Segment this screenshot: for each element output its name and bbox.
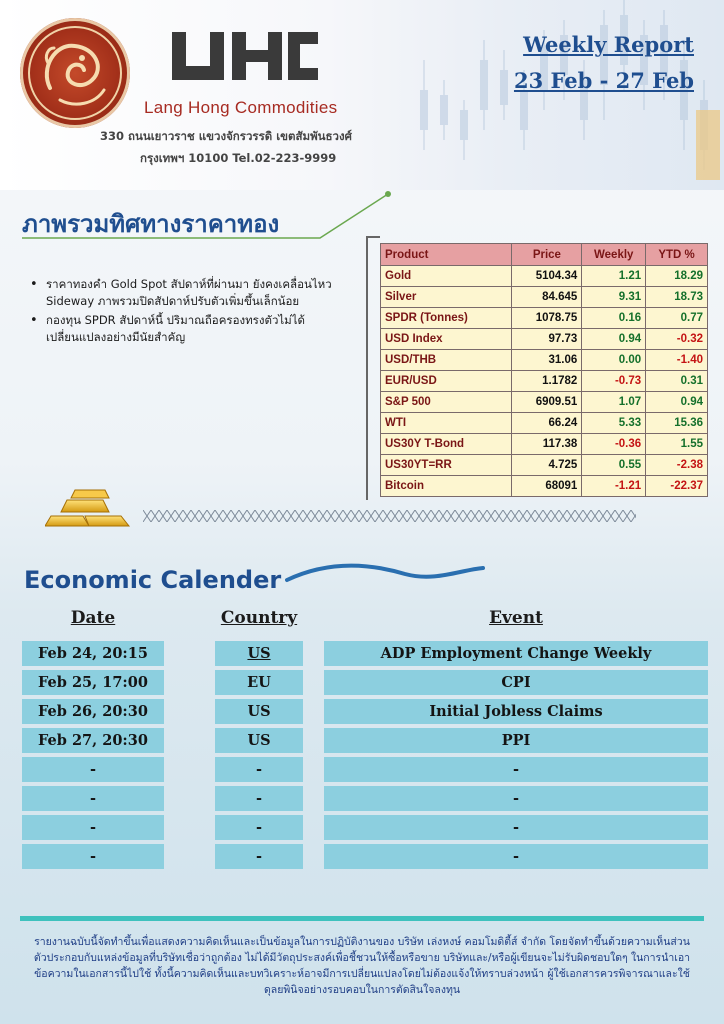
calendar-country-cell: US xyxy=(215,641,303,666)
price-cell: 66.24 xyxy=(512,413,582,434)
product-cell: EUR/USD xyxy=(381,371,512,392)
col-product: Product xyxy=(381,244,512,266)
weekly-cell: -0.73 xyxy=(582,371,646,392)
weekly-cell: 0.16 xyxy=(582,308,646,329)
report-header xyxy=(0,0,724,190)
ytd-cell: -0.32 xyxy=(646,329,708,350)
bullet-item: • ราคาทองคำ Gold Spot สัปดาห์ที่ผ่านมา ยังคงเคลื่อนไหว Sideway ภาพรวมปิดสัปดาห์ปรับตัวเพิ่มขึ้นเล็กน้อย xyxy=(28,276,348,310)
ytd-cell: -1.40 xyxy=(646,350,708,371)
calendar-country-cell: EU xyxy=(215,670,303,695)
calendar-country-cell: - xyxy=(215,844,303,869)
calendar-event-cell: ADP Employment Change Weekly xyxy=(324,641,708,666)
footer-divider xyxy=(20,916,704,921)
table-row xyxy=(381,392,708,413)
weekly-cell: 0.55 xyxy=(582,455,646,476)
table-row xyxy=(381,266,708,287)
product-cell: US30Y T-Bond xyxy=(381,434,512,455)
calendar-country-cell: US xyxy=(215,728,303,753)
price-cell: 6909.51 xyxy=(512,392,582,413)
table-row xyxy=(381,350,708,371)
table-row xyxy=(381,371,708,392)
calendar-country-cell: US xyxy=(215,699,303,724)
lhc-logo xyxy=(170,30,320,90)
calendar-event-cell: CPI xyxy=(324,670,708,695)
calendar-header-date: Date xyxy=(70,608,116,628)
price-cell: 84.645 xyxy=(512,287,582,308)
table-bracket-line xyxy=(366,236,368,500)
table-row xyxy=(381,308,708,329)
bullet-item: • กองทุน SPDR สัปดาห์นี้ ปริมาณถือครองทรงตัวไม่ได้เปลี่ยนแปลงอย่างมีนัยสำคัญ xyxy=(28,312,348,346)
disclaimer-text: รายงานฉบับนี้จัดทำขึ้นเพื่อแสดงความคิดเห็นและเป็นข้อมูลในการปฏิบัติงานของ บริษัท เล่งหงษ์ คอมโมดิตี้ส์ จำกัด โดยจัดทำขึ้นด้วยความเห็นส่วนตัวประกอบกับแหล่งข้อมูลที่บริษัทเชื่อว่าถูกต้อง ไม่ได้มีวัตถุประสงค์เพื่อชี้ชวนให้ซื้อหรือขาย บริษัทและ/หรือผู้เขียนจะไม่รับผิดชอบใดๆ ในการนำเอาข้อความในเอกสารนี้ไปใช้ ทั้งนี้ความคิดเห็นและบทวิเคราะห์อาจมีการเปลี่ยนแปลงโดยไม่ต้องแจ้งให้ทราบล่วงหน้า ผู้ใช้เอกสารควรพิจารณาและใช้ดุลยพินิจอย่างรอบคอบในการตัดสินใจลงทุน xyxy=(33,936,691,996)
price-cell: 68091 xyxy=(512,476,582,497)
calendar-date-cell: - xyxy=(22,844,164,869)
calendar-date-cell: Feb 24, 20:15 xyxy=(22,641,164,666)
calendar-date-cell: - xyxy=(22,815,164,840)
calendar-event-cell: - xyxy=(324,844,708,869)
weekly-cell: 0.00 xyxy=(582,350,646,371)
dragon-emblem-icon xyxy=(20,18,130,128)
calendar-date-cell: - xyxy=(22,786,164,811)
product-cell: Gold xyxy=(381,266,512,287)
table-row xyxy=(381,329,708,350)
wave-decoration xyxy=(285,560,485,590)
calendar-event-cell: Initial Jobless Claims xyxy=(324,699,708,724)
ytd-cell: 18.73 xyxy=(646,287,708,308)
zigzag-divider xyxy=(143,510,636,522)
table-row xyxy=(381,287,708,308)
table-row xyxy=(381,413,708,434)
calendar-event-cell: PPI xyxy=(324,728,708,753)
product-cell: USD/THB xyxy=(381,350,512,371)
gold-overview-title: ภาพรวมทิศทางราคาทอง xyxy=(22,210,280,238)
product-cell: WTI xyxy=(381,413,512,434)
ytd-cell: 15.36 xyxy=(646,413,708,434)
address-line-2: กรุงเทพฯ 10100 Tel.02-223-9999 xyxy=(140,151,337,165)
ytd-cell: 0.31 xyxy=(646,371,708,392)
weekly-cell: 1.21 xyxy=(582,266,646,287)
col-ytd: YTD % xyxy=(646,244,708,266)
market-table xyxy=(380,243,708,497)
calendar-country-cell: - xyxy=(215,757,303,782)
ytd-cell: 0.77 xyxy=(646,308,708,329)
stock-chart-decoration xyxy=(404,0,724,190)
calendar-country-cell: - xyxy=(215,815,303,840)
brand-name: Lang Hong Commodities xyxy=(144,98,338,117)
calendar-event-cell: - xyxy=(324,786,708,811)
col-price: Price xyxy=(512,244,582,266)
weekly-cell: 1.07 xyxy=(582,392,646,413)
product-cell: Bitcoin xyxy=(381,476,512,497)
table-bracket-line xyxy=(366,236,380,238)
ytd-cell: 0.94 xyxy=(646,392,708,413)
price-cell: 31.06 xyxy=(512,350,582,371)
weekly-cell: 9.31 xyxy=(582,287,646,308)
table-row xyxy=(381,476,708,497)
gold-overview-bullets xyxy=(28,276,348,348)
ytd-cell: -2.38 xyxy=(646,455,708,476)
weekly-cell: 0.94 xyxy=(582,329,646,350)
report-dates: 23 Feb - 27 Feb xyxy=(513,68,694,93)
product-cell: Silver xyxy=(381,287,512,308)
weekly-cell: -1.21 xyxy=(582,476,646,497)
price-cell: 1.1782 xyxy=(512,371,582,392)
calendar-date-cell: Feb 27, 20:30 xyxy=(22,728,164,753)
price-cell: 97.73 xyxy=(512,329,582,350)
ytd-cell: -22.37 xyxy=(646,476,708,497)
product-cell: USD Index xyxy=(381,329,512,350)
table-row xyxy=(381,455,708,476)
price-cell: 5104.34 xyxy=(512,266,582,287)
price-cell: 4.725 xyxy=(512,455,582,476)
report-title: Weekly Report xyxy=(523,32,694,57)
product-cell: US30YT=RR xyxy=(381,455,512,476)
price-cell: 1078.75 xyxy=(512,308,582,329)
weekly-cell: -0.36 xyxy=(582,434,646,455)
calendar-country-cell: - xyxy=(215,786,303,811)
table-header-row xyxy=(381,244,708,266)
calendar-header-country: Country xyxy=(220,608,298,628)
product-cell: S&P 500 xyxy=(381,392,512,413)
col-weekly: Weekly xyxy=(582,244,646,266)
calendar-date-cell: - xyxy=(22,757,164,782)
calendar-event-cell: - xyxy=(324,815,708,840)
address-line-1: 330 ถนนเยาวราช แขวงจักรวรรดิ เขตสัมพันธวงศ์ xyxy=(100,129,352,143)
weekly-cell: 5.33 xyxy=(582,413,646,434)
price-cell: 117.38 xyxy=(512,434,582,455)
ytd-cell: 1.55 xyxy=(646,434,708,455)
market-table-body xyxy=(381,266,708,497)
calendar-date-cell: Feb 25, 17:00 xyxy=(22,670,164,695)
product-cell: SPDR (Tonnes) xyxy=(381,308,512,329)
economic-calendar-title: Economic Calender xyxy=(24,566,282,594)
gold-bars-icon xyxy=(45,486,137,532)
calendar-header-event: Event xyxy=(489,608,543,628)
ytd-cell: 18.29 xyxy=(646,266,708,287)
table-row xyxy=(381,434,708,455)
calendar-event-cell: - xyxy=(324,757,708,782)
calendar-date-cell: Feb 26, 20:30 xyxy=(22,699,164,724)
